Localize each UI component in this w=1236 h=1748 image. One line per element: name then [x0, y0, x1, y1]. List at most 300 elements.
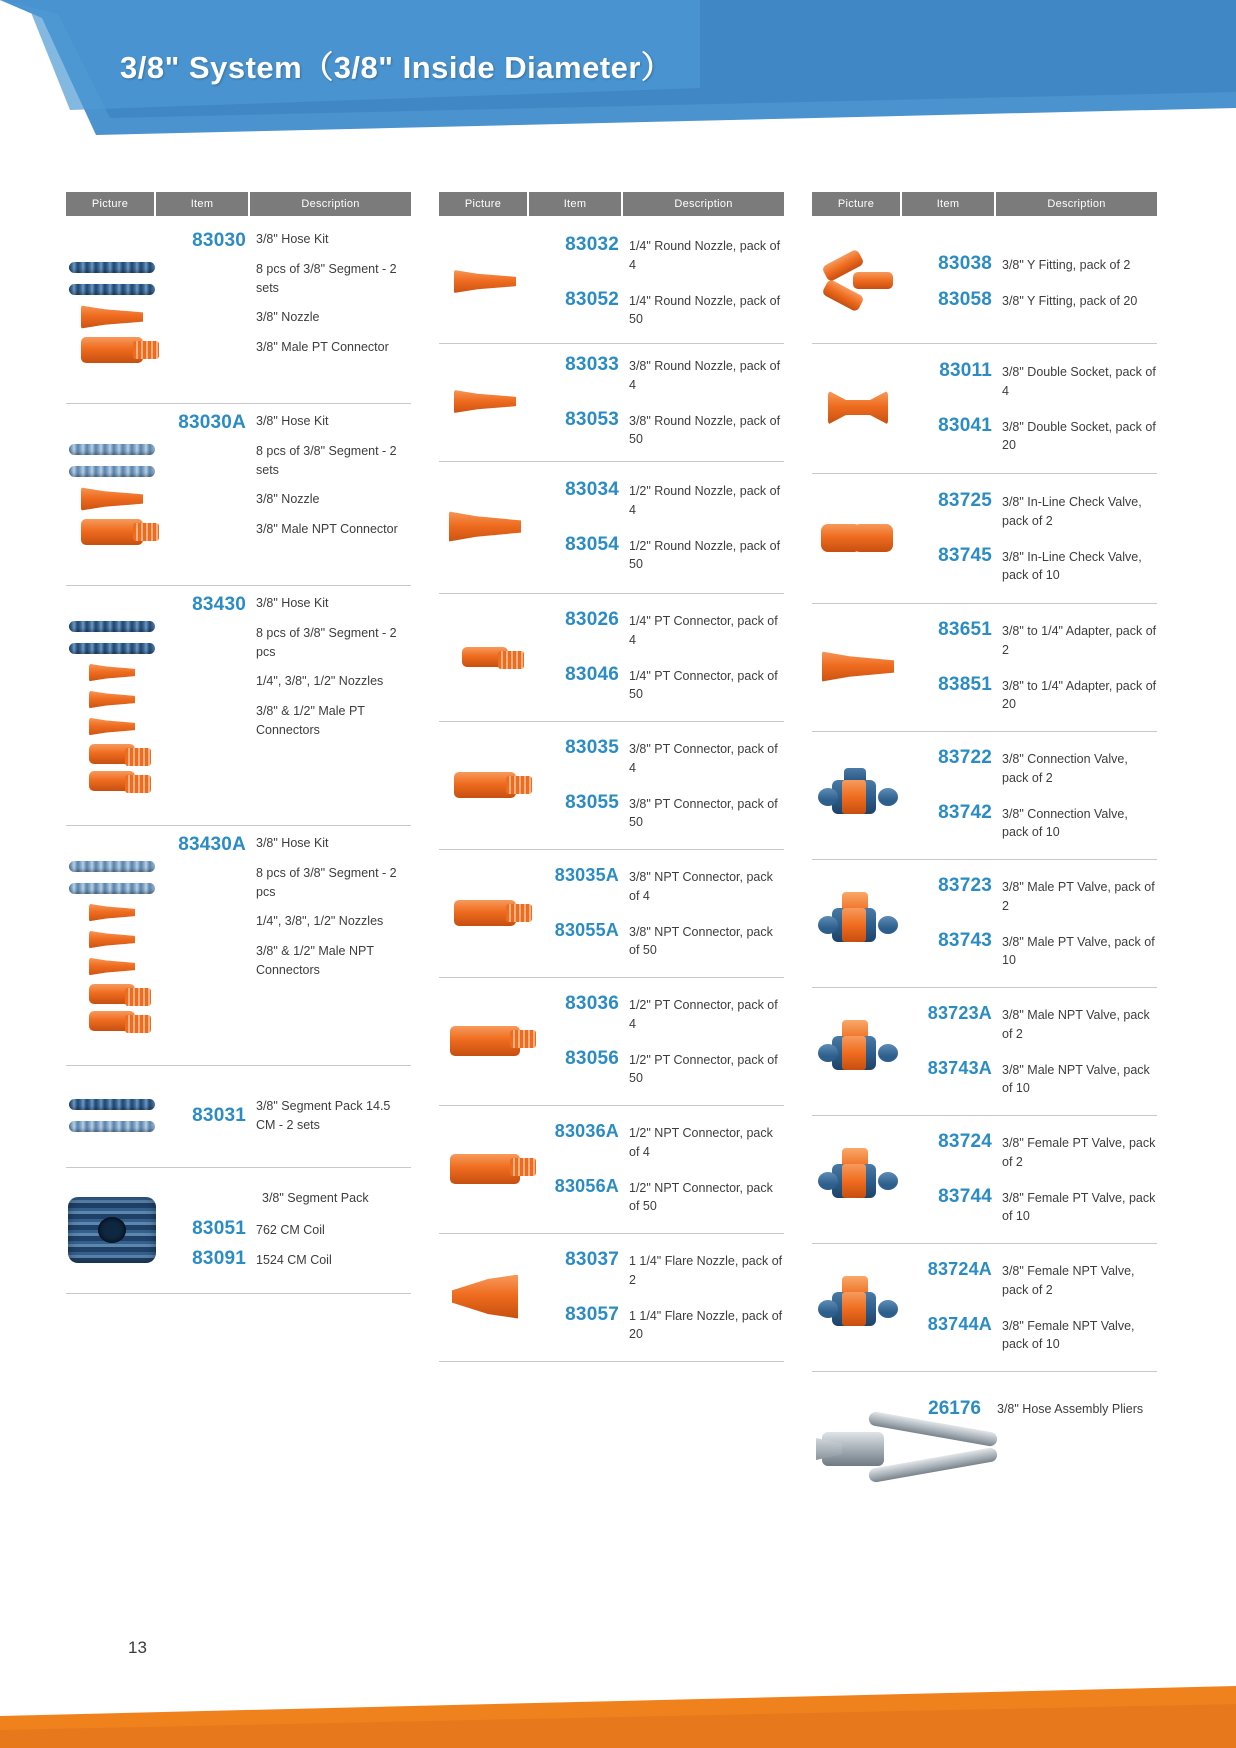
- item-number-cell: [904, 289, 1000, 311]
- item-number: 83052: [565, 288, 619, 310]
- description-line: 1/2" Round Nozzle, pack of 4: [629, 484, 781, 517]
- pliers-icon: [816, 1406, 1006, 1492]
- description-line: 8 pcs of 3/8" Segment - 2 sets: [256, 261, 397, 295]
- description-line: 3/8" Double Socket, pack of 4: [1002, 365, 1156, 398]
- description-line: 3/8" Connection Valve, pack of 2: [1002, 752, 1128, 785]
- product-pair[interactable]: [904, 253, 1157, 275]
- description-cell: [1000, 289, 1157, 311]
- item-number-cell: [158, 1218, 254, 1240]
- connector-icon: [81, 519, 143, 545]
- nozzle-icon: [89, 930, 135, 950]
- item-number: 83036A: [554, 1121, 619, 1141]
- npt-connector-icon: [450, 1154, 520, 1184]
- table-row[interactable]: [66, 586, 411, 826]
- item-number-cell: [904, 674, 1000, 715]
- hose-kit-icon: [69, 442, 155, 545]
- description-cell: [1000, 1058, 1157, 1099]
- item-number: 83055: [565, 791, 619, 813]
- item-number-cell: [531, 1304, 627, 1345]
- description-cell: [1000, 1003, 1157, 1044]
- description-cell: [1000, 1259, 1157, 1300]
- table-row[interactable]: [439, 978, 784, 1106]
- table-row[interactable]: [66, 1066, 411, 1168]
- description-line: 1/2" NPT Connector, pack of 50: [629, 1180, 773, 1214]
- description-line: 3/8" & 1/2" Male PT Connectors: [256, 704, 365, 737]
- description-line: 1/4" Round Nozzle, pack of 4: [629, 239, 781, 272]
- description-line: 1/2" PT Connector, pack of 50: [629, 1052, 778, 1086]
- description-cell: [627, 609, 784, 650]
- product-pair[interactable]: [904, 1259, 1157, 1300]
- product-pair[interactable]: [531, 1176, 784, 1217]
- item-number-cell: [904, 360, 1000, 401]
- table-row[interactable]: [439, 462, 784, 594]
- product-picture: [439, 1275, 531, 1319]
- item-number-cell: [904, 1058, 1000, 1099]
- table-row[interactable]: [439, 222, 784, 344]
- check-valve-icon: [821, 523, 895, 553]
- product-picture: [439, 510, 531, 544]
- item-number-cell: [158, 834, 254, 1055]
- column-header-2: [439, 192, 784, 216]
- adapter-icon: [822, 650, 894, 684]
- description-line: 3/8" Male NPT Valve, pack of 2: [1002, 1008, 1150, 1041]
- table-row[interactable]: [439, 344, 784, 462]
- description-cell: [627, 534, 784, 575]
- item-number: 83035A: [554, 865, 619, 885]
- product-pair[interactable]: [904, 1131, 1157, 1172]
- description-cell: [1000, 802, 1157, 843]
- item-number: 83036: [565, 993, 619, 1014]
- product-pair[interactable]: [904, 802, 1157, 843]
- item-number-cell: [531, 534, 627, 575]
- item-number-cell: [158, 412, 254, 575]
- description-line: 1/4" Round Nozzle, pack of 50: [629, 293, 781, 327]
- product-picture: [812, 650, 904, 684]
- description-line: 3/8" Hose Kit: [256, 596, 329, 610]
- page-title: 3/8" System（3/8" Inside Diameter）: [120, 50, 673, 85]
- item-number: 83051: [192, 1218, 246, 1240]
- product-pair[interactable]: [904, 490, 1157, 531]
- description-cell: [254, 1218, 411, 1240]
- description-line: 3/8" Double Socket, pack of 20: [1002, 419, 1156, 453]
- description-line: 3/8" PT Connector, pack of 50: [629, 796, 778, 830]
- description-line: 3/8" Connection Valve, pack of 10: [1002, 806, 1128, 840]
- description-line: 3/8" Nozzle: [256, 310, 320, 325]
- description-cell: [254, 1097, 411, 1135]
- description-line: 1/2" NPT Connector, pack of 4: [629, 1126, 773, 1159]
- product-picture: [66, 594, 158, 815]
- product-pair[interactable]: [531, 920, 784, 961]
- nozzle-icon: [89, 663, 135, 683]
- description-line: 3/8" Hose Kit: [256, 232, 329, 246]
- product-pair[interactable]: [531, 354, 784, 395]
- item-number: 83430: [192, 594, 246, 615]
- product-pair[interactable]: [531, 409, 784, 450]
- item-number-cell: [531, 865, 627, 906]
- item-number: 26176: [928, 1398, 981, 1419]
- hose-kit-icon: [69, 260, 155, 363]
- table-row[interactable]: [439, 594, 784, 722]
- item-number-cell: [904, 1186, 1000, 1227]
- description-line: 1 1/4" Flare Nozzle, pack of 20: [629, 1308, 783, 1342]
- description-cell: [627, 1249, 784, 1290]
- product-pair[interactable]: [904, 674, 1157, 715]
- pt-connector-icon: [462, 647, 508, 667]
- item-number: 83026: [565, 609, 619, 630]
- description-line: 3/8" to 1/4" Adapter, pack of 2: [1002, 624, 1157, 657]
- description-cell: [254, 1248, 411, 1270]
- table-row[interactable]: [812, 1244, 1157, 1372]
- nozzle-icon: [81, 486, 143, 512]
- item-number-cell: [531, 609, 627, 650]
- header-description: Description: [250, 192, 411, 216]
- item-number-cell: [531, 234, 627, 275]
- description-line: 3/8" Hose Kit: [256, 414, 329, 428]
- connection-valve-icon: [818, 764, 898, 826]
- product-pair[interactable]: [904, 1003, 1157, 1044]
- product-pair[interactable]: [531, 664, 784, 705]
- description-line: 3/8" Male NPT Connector: [256, 522, 398, 536]
- description-line: 3/8" In-Line Check Valve, pack of 10: [1002, 549, 1142, 583]
- group-heading: 3/8" Segment Pack: [262, 1191, 369, 1206]
- description-cell: [627, 1176, 784, 1217]
- description-line: 3/8" NPT Connector, pack of 4: [629, 870, 773, 903]
- product-pair[interactable]: [904, 360, 1157, 401]
- hose-segment-icon: [69, 466, 155, 477]
- description-cell: [627, 354, 784, 395]
- description-cell: [627, 1121, 784, 1162]
- item-number: 83725: [938, 490, 992, 511]
- description-cell: [627, 1048, 784, 1089]
- column-header-1: [66, 192, 411, 216]
- hose-segment-icon: [69, 444, 155, 455]
- product-pair[interactable]: [904, 1186, 1157, 1227]
- item-number: 83723A: [927, 1003, 992, 1023]
- product-picture: [439, 1154, 531, 1184]
- item-number: 83056A: [554, 1175, 619, 1196]
- description-line: 3/8" Female PT Valve, pack of 10: [1002, 1190, 1156, 1224]
- table-row[interactable]: [812, 474, 1157, 604]
- header-item: Item: [529, 192, 621, 216]
- product-picture: [812, 1276, 904, 1338]
- segment-pack-icon: [69, 1097, 155, 1134]
- item-number: 83034: [565, 479, 619, 500]
- product-picture: [812, 892, 904, 954]
- product-pair[interactable]: [904, 930, 1157, 971]
- hose-segment-icon: [69, 883, 155, 894]
- item-number: 83743A: [927, 1057, 992, 1078]
- product-pair[interactable]: [531, 792, 784, 833]
- product-pair[interactable]: [531, 609, 784, 650]
- header-description: Description: [623, 192, 784, 216]
- item-number-cell: [904, 1259, 1000, 1300]
- product-pair[interactable]: [904, 289, 1157, 311]
- product-picture: [439, 389, 531, 415]
- table-row[interactable]: [66, 826, 411, 1066]
- page-footer: [0, 1676, 1236, 1748]
- catalog-column-2: [439, 192, 784, 1502]
- item-number: 83651: [938, 619, 992, 640]
- header-description: Description: [996, 192, 1157, 216]
- item-number-cell: [904, 253, 1000, 275]
- description-line: 3/8" Male NPT Valve, pack of 10: [1002, 1062, 1150, 1096]
- table-row[interactable]: [439, 1234, 784, 1362]
- description-line: 3/8" Hose Kit: [256, 836, 329, 850]
- item-number-cell: [531, 1176, 627, 1217]
- product-pair[interactable]: [904, 747, 1157, 788]
- item-number-cell: [904, 490, 1000, 531]
- description-line: 3/8" Female PT Valve, pack of 2: [1002, 1136, 1156, 1169]
- item-number: 83011: [939, 360, 992, 381]
- description-line: 1/2" PT Connector, pack of 4: [629, 998, 778, 1031]
- product-picture: [66, 412, 158, 575]
- description-line: 1/2" Round Nozzle, pack of 50: [629, 538, 781, 572]
- nozzle-icon: [89, 717, 135, 737]
- description-line: 3/8" Female NPT Valve, pack of 10: [1002, 1318, 1135, 1352]
- item-number-cell: [531, 409, 627, 450]
- table-row[interactable]: [439, 1106, 784, 1234]
- item-number-cell: [531, 792, 627, 833]
- table-row[interactable]: [812, 732, 1157, 860]
- item-number: 83724: [938, 1131, 992, 1152]
- item-number-cell: [531, 1048, 627, 1089]
- item-number-cell: [904, 1131, 1000, 1172]
- product-pair[interactable]: [531, 479, 784, 520]
- hose-segment-icon: [69, 621, 155, 632]
- catalog-column-1: [66, 192, 411, 1502]
- product-pair[interactable]: [904, 1058, 1157, 1099]
- item-number-cell: [531, 1249, 627, 1290]
- product-pair[interactable]: [531, 1249, 784, 1290]
- hose-segment-icon: [69, 1121, 155, 1132]
- description-cell: [254, 230, 411, 393]
- description-cell: [627, 289, 784, 330]
- item-number-cell: [904, 875, 1000, 916]
- product-picture: [439, 647, 531, 667]
- item-number-cell: [158, 230, 254, 393]
- connector-icon: [89, 744, 135, 764]
- product-picture: [439, 772, 531, 798]
- description-line: 1/4", 3/8", 1/2" Nozzles: [256, 674, 384, 689]
- hose-segment-icon: [69, 1099, 155, 1110]
- item-number-cell: [531, 993, 627, 1034]
- description-cell: [1000, 674, 1157, 715]
- description-cell: [627, 234, 784, 275]
- description-line: 3/8" Male PT Valve, pack of 10: [1002, 934, 1155, 968]
- item-number: 83041: [938, 414, 992, 436]
- description-line: 3/8" to 1/4" Adapter, pack of 20: [1002, 678, 1157, 712]
- product-pair[interactable]: [531, 1048, 784, 1089]
- product-picture: [812, 253, 904, 311]
- description-cell: [1000, 545, 1157, 586]
- header-picture: Picture: [812, 192, 900, 216]
- description-line: 3/8" PT Connector, pack of 4: [629, 742, 778, 775]
- product-pair[interactable]: [904, 415, 1157, 456]
- male-pt-valve-icon: [818, 892, 898, 954]
- product-pair[interactable]: [531, 865, 784, 906]
- item-number: 83851: [938, 673, 992, 695]
- product-pair[interactable]: [904, 1314, 1157, 1355]
- item-number: 83430A: [178, 834, 246, 855]
- table-row[interactable]: [812, 222, 1157, 344]
- product-pair[interactable]: [158, 1218, 411, 1240]
- description-cell: [1000, 415, 1157, 456]
- catalog-column-3: [812, 192, 1157, 1502]
- table-row[interactable]: [812, 1372, 1157, 1502]
- item-number: 83032: [565, 234, 619, 255]
- product-picture: [812, 1020, 904, 1082]
- description-line: 3/8" Round Nozzle, pack of 50: [629, 413, 781, 447]
- product-picture: [66, 1197, 158, 1263]
- description-line: 762 CM Coil: [256, 1223, 325, 1238]
- item-number-cell: [904, 802, 1000, 843]
- npt-connector-icon: [454, 900, 516, 926]
- description-cell: [1000, 1131, 1157, 1172]
- item-number-cell: [158, 1248, 254, 1270]
- product-pair[interactable]: [531, 1121, 784, 1162]
- table-row[interactable]: [66, 222, 411, 404]
- item-number: 83035: [565, 737, 619, 758]
- product-picture: [439, 900, 531, 926]
- round-nozzle-icon: [449, 510, 521, 544]
- description-cell: [627, 1304, 784, 1345]
- female-npt-valve-icon: [818, 1276, 898, 1338]
- hose-segment-icon: [69, 262, 155, 273]
- item-number: 83046: [565, 663, 619, 685]
- product-pair[interactable]: [531, 234, 784, 275]
- item-number-cell: [531, 664, 627, 705]
- description-cell: [1000, 619, 1157, 660]
- flare-nozzle-icon: [452, 1275, 518, 1319]
- description-line: 1/4" PT Connector, pack of 4: [629, 614, 778, 647]
- connector-icon: [89, 1011, 135, 1031]
- connector-icon: [89, 984, 135, 1004]
- product-picture: [812, 523, 904, 553]
- product-picture: [812, 764, 904, 826]
- item-number: 83091: [192, 1247, 246, 1269]
- product-picture: [66, 230, 158, 393]
- nozzle-icon: [89, 690, 135, 710]
- item-number: 83724A: [927, 1259, 992, 1279]
- male-npt-valve-icon: [818, 1020, 898, 1082]
- description-line: 8 pcs of 3/8" Segment - 2 pcs: [256, 625, 397, 659]
- description-line: 3/8" Round Nozzle, pack of 4: [629, 359, 781, 392]
- item-number-cell: [531, 737, 627, 778]
- description-line: 3/8" Male PT Connector: [256, 340, 389, 354]
- description-cell: [1000, 360, 1157, 401]
- product-picture: [812, 1148, 904, 1210]
- item-number-cell: [904, 930, 1000, 971]
- table-row[interactable]: [812, 344, 1157, 474]
- item-number-cell: [531, 920, 627, 961]
- product-pair[interactable]: [158, 1248, 411, 1270]
- product-picture: [439, 269, 531, 295]
- table-row[interactable]: [812, 604, 1157, 732]
- footer-banner-shape: [0, 1676, 1236, 1748]
- item-number-cell: [531, 354, 627, 395]
- item-number-cell: [531, 479, 627, 520]
- description-cell: [1000, 747, 1157, 788]
- table-row[interactable]: [66, 1168, 411, 1294]
- description-cell: [1000, 875, 1157, 916]
- description-line: 3/8" Y Fitting, pack of 20: [1002, 293, 1138, 308]
- product-pair[interactable]: [531, 737, 784, 778]
- item-number: 83054: [565, 533, 619, 555]
- header-picture: Picture: [66, 192, 154, 216]
- description-cell: [254, 594, 411, 815]
- description-cell: [1000, 253, 1157, 275]
- connector-icon: [81, 337, 143, 363]
- product-picture: [66, 834, 158, 1055]
- item-number: 83030A: [178, 412, 246, 433]
- description-cell: [627, 479, 784, 520]
- description-cell: [627, 792, 784, 833]
- double-socket-icon: [828, 391, 888, 425]
- product-pair[interactable]: [531, 534, 784, 575]
- table-row[interactable]: [439, 722, 784, 850]
- description-line: 3/8" NPT Connector, pack of 50: [629, 924, 773, 958]
- product-pair[interactable]: [904, 875, 1157, 916]
- product-pair[interactable]: [531, 993, 784, 1034]
- hose-segment-icon: [69, 284, 155, 295]
- description-line: 3/8" Female NPT Valve, pack of 2: [1002, 1264, 1135, 1297]
- item-number-cell: [904, 619, 1000, 660]
- table-row[interactable]: [812, 988, 1157, 1116]
- item-number: 83056: [565, 1047, 619, 1069]
- description-cell: [1000, 1186, 1157, 1227]
- item-number: 83031: [192, 1104, 246, 1126]
- description-cell: [627, 993, 784, 1034]
- product-pair[interactable]: [904, 619, 1157, 660]
- female-pt-valve-icon: [818, 1148, 898, 1210]
- description-cell: [627, 409, 784, 450]
- description-cell: [627, 920, 784, 961]
- description-line: 1/4", 3/8", 1/2" Nozzles: [256, 914, 384, 929]
- item-number-cell: [531, 1121, 627, 1162]
- item-number: 83058: [938, 288, 992, 310]
- table-row[interactable]: [66, 404, 411, 586]
- table-row[interactable]: [439, 850, 784, 978]
- product-picture: [439, 1026, 531, 1056]
- description-line: 3/8" Y Fitting, pack of 2: [1002, 257, 1131, 272]
- product-pair[interactable]: [904, 545, 1157, 586]
- product-pair[interactable]: [531, 1304, 784, 1345]
- table-row[interactable]: [812, 1116, 1157, 1244]
- description-line: 1524 CM Coil: [256, 1252, 332, 1267]
- item-number-cell: [158, 1105, 254, 1127]
- table-row[interactable]: [812, 860, 1157, 988]
- description-cell: [1000, 930, 1157, 971]
- hose-segment-icon: [69, 861, 155, 872]
- round-nozzle-icon: [454, 389, 516, 415]
- nozzle-icon: [81, 304, 143, 330]
- hose-kit-icon: [69, 619, 155, 791]
- item-number: 83055A: [554, 919, 619, 940]
- header-picture: Picture: [439, 192, 527, 216]
- product-picture: [66, 1097, 158, 1134]
- description-cell: [1000, 490, 1157, 531]
- pt-connector-icon: [454, 772, 516, 798]
- description-line: 8 pcs of 3/8" Segment - 2 sets: [256, 443, 397, 477]
- page-number: 13: [128, 1638, 147, 1657]
- coil-icon: [68, 1197, 156, 1263]
- description-line: 3/8" Hose Assembly Pliers: [997, 1402, 1144, 1416]
- header-item: Item: [902, 192, 994, 216]
- description-line: 1 1/4" Flare Nozzle, pack of 2: [629, 1254, 783, 1287]
- item-number: 83033: [565, 354, 619, 375]
- description-line: 3/8" & 1/2" Male NPT Connectors: [256, 944, 374, 977]
- product-pair[interactable]: [531, 289, 784, 330]
